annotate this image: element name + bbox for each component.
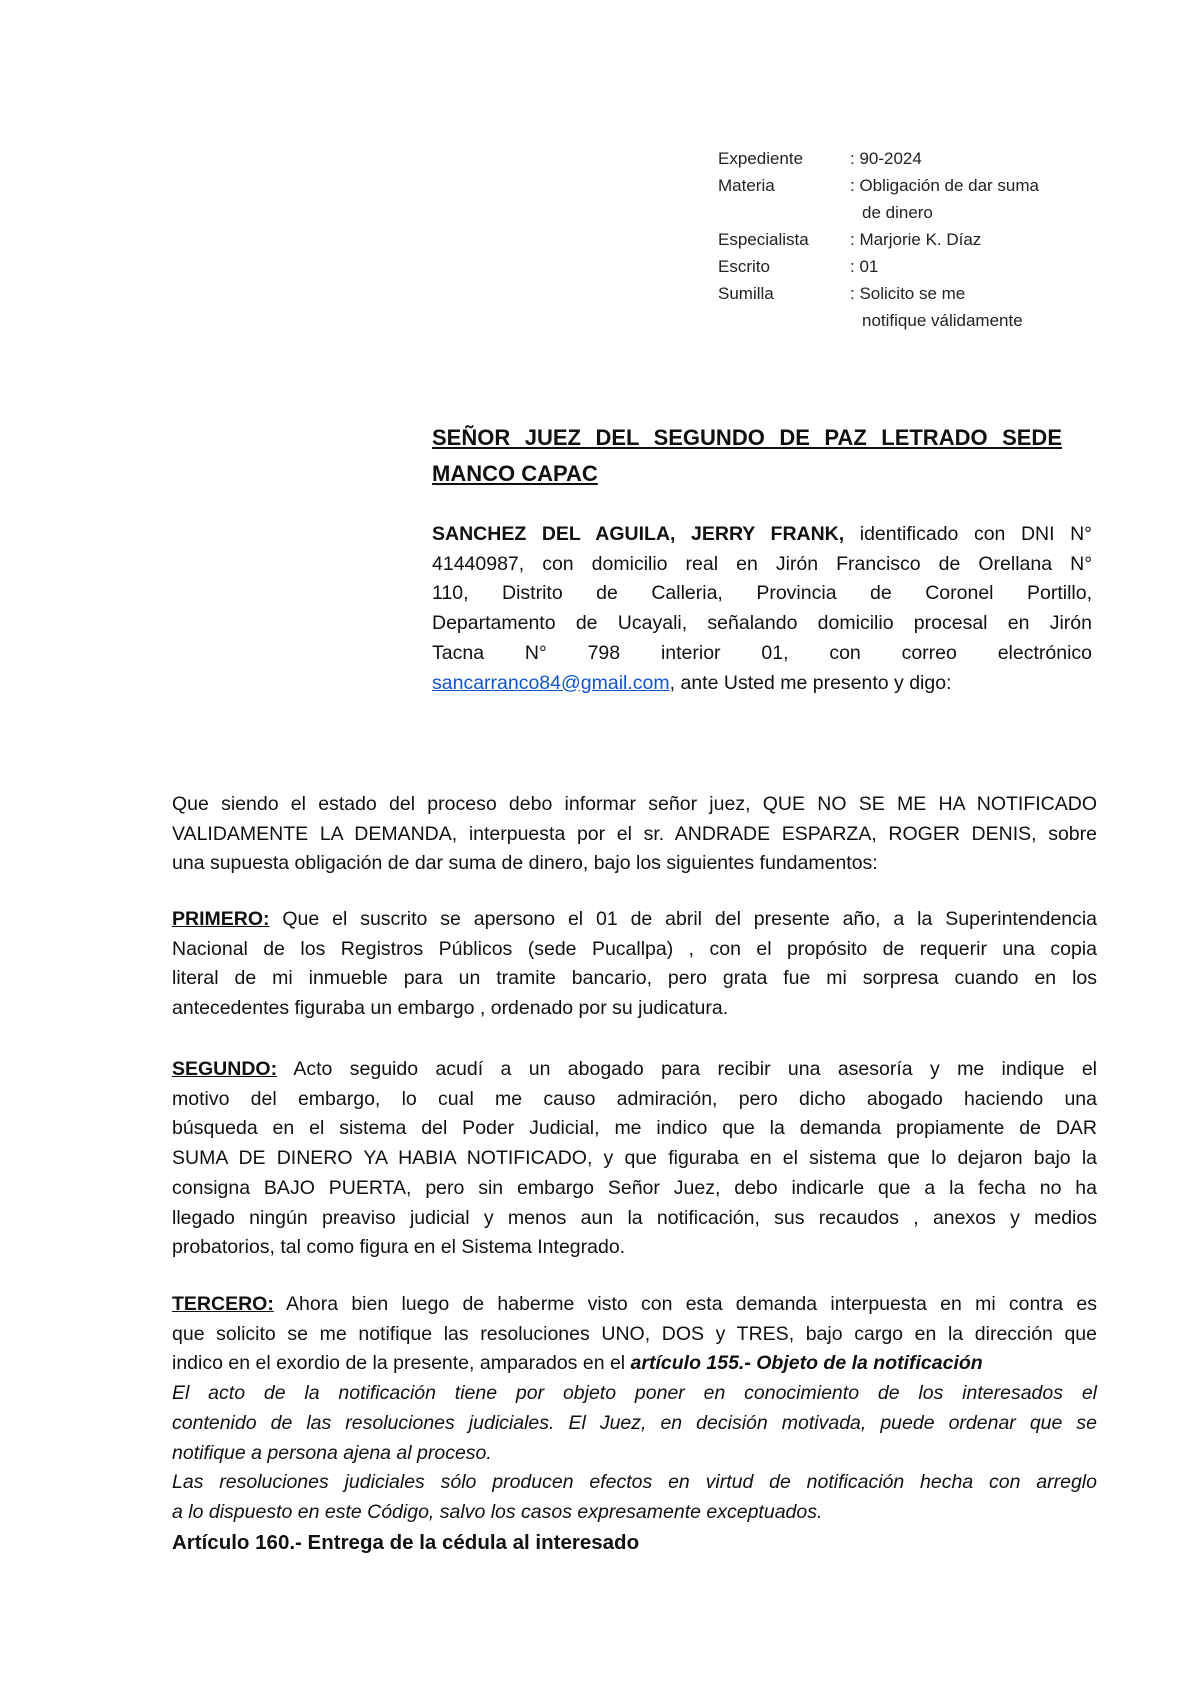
quote-line-3: notifique a persona ajena al proceso. <box>172 1441 492 1464</box>
tercero-line-1-text: Ahora bien luego de haberme visto con esta demanda interpuesta en mi contra es <box>273 1293 1097 1315</box>
header-row-expediente <box>718 145 1118 172</box>
value-sumilla-cont: notifique válidamente <box>862 311 1023 330</box>
value-expediente: : 90-2024 <box>850 149 922 168</box>
value-materia-cont: de dinero <box>862 203 933 222</box>
intro-line-3: 110, Distrito de Calleria, Provincia de Coronel Portillo, <box>432 582 1092 605</box>
tercero-line-3 <box>172 1349 1097 1379</box>
value-materia: : Obligación de dar suma <box>850 176 1039 195</box>
quote-line-5: a lo dispuesto en este Código, salvo los casos expresamente exceptuados. <box>172 1500 823 1523</box>
que-line-2: VALIDAMENTE LA DEMANDA, interpuesta por el sr. ANDRADE ESPARZA, ROGER DENIS, sobre <box>172 822 1097 845</box>
primero-heading: PRIMERO: <box>172 908 270 930</box>
segundo-line-1-text: Acto seguido acudí a un abogado para recibir una asesoría y me indique el <box>277 1058 1097 1080</box>
value-especialista: : Marjorie K. Díaz <box>850 230 982 249</box>
tercero-heading: TERCERO: <box>172 1293 274 1315</box>
quote-line-4: Las resoluciones judiciales sólo producen efectos en virtud de notificación hecha con arreglo <box>172 1471 1097 1494</box>
opening-paragraph <box>172 790 1097 879</box>
petitioner-name: SANCHEZ DEL AGUILA, JERRY FRANK, <box>432 523 845 545</box>
label-sumilla: Sumilla <box>718 284 774 303</box>
header-row-escrito <box>718 253 1118 280</box>
label-escrito: Escrito <box>718 257 770 276</box>
label-especialista: Especialista <box>718 230 809 249</box>
intro-line-6-text: , ante Usted me presento y digo: <box>669 671 952 694</box>
value-escrito: : 01 <box>850 257 879 276</box>
segundo-line-2: motivo del embargo, lo cual me causo admiración, pero dicho abogado haciendo una <box>172 1087 1097 1110</box>
segundo-line-1 <box>172 1055 1097 1085</box>
segundo-line-7: probatorios, tal como figura en el Sistema Integrado. <box>172 1236 626 1259</box>
label-expediente: Expediente <box>718 149 804 168</box>
header-row-sumilla <box>718 280 1118 307</box>
value-sumilla: : Solicito se me <box>850 284 966 303</box>
article-155-heading: artículo 155.- Objeto de la notificación <box>630 1352 983 1375</box>
intro-line-6 <box>432 669 1092 699</box>
primero-line-2: Nacional de los Registros Públicos (sede Pucallpa) , con el propósito de requerir una copia <box>172 937 1097 960</box>
que-line-3: una supuesta obligación de dar suma de dinero, bajo los siguientes fundamentos: <box>172 852 878 875</box>
tercero-line-1 <box>172 1290 1097 1320</box>
intro-line-2: 41440987, con domicilio real en Jirón Francisco de Orellana N° <box>432 552 1092 575</box>
email-link[interactable]: sancarranco84@gmail.com <box>432 671 670 694</box>
segundo-line-5: consigna BAJO PUERTA, pero sin embargo Señor Juez, debo indicarle que a la fecha no ha <box>172 1176 1097 1199</box>
tercero-line-3-text: indico en el exordio de la presente, amparados en el <box>172 1352 631 1375</box>
segundo-line-6: llegado ningún preaviso judicial y menos aun la notificación, sus recaudos , anexos y medios <box>172 1206 1097 1229</box>
segundo-heading: SEGUNDO: <box>172 1058 278 1080</box>
quote-line-2: contenido de las resoluciones judiciales. El Juez, en decisión motivada, puede ordenar que se <box>172 1411 1097 1434</box>
primero-paragraph <box>172 905 1097 1024</box>
intro-line-4: Departamento de Ucayali, señalando domicilio procesal en Jirón <box>432 612 1092 635</box>
intro-line-5: Tacna N° 798 interior 01, con correo electrónico <box>432 641 1092 664</box>
intro-line-1 <box>432 520 1092 550</box>
tercero-line-2: que solicito se me notifique las resoluciones UNO, DOS y TRES, bajo cargo en la dirección que <box>172 1322 1097 1345</box>
segundo-line-4: SUMA DE DINERO YA HABIA NOTIFICADO, y que figuraba en el sistema que lo dejaron bajo la <box>172 1147 1097 1170</box>
label-materia: Materia <box>718 176 775 195</box>
title-line-1: SEÑOR JUEZ DEL SEGUNDO DE PAZ LETRADO SEDE <box>432 425 1062 450</box>
case-header <box>718 145 1118 334</box>
primero-line-3: literal de mi inmueble para un tramite bancario, pero grata fue mi sorpresa cuando en los <box>172 967 1097 990</box>
article-160-heading: Artículo 160.- Entrega de la cédula al interesado <box>172 1530 640 1554</box>
tercero-paragraph <box>172 1290 1097 1557</box>
que-line-1: Que siendo el estado del proceso debo informar señor juez, QUE NO SE ME HA NOTIFICADO <box>172 793 1097 815</box>
intro-paragraph <box>432 520 1092 698</box>
primero-line-1 <box>172 905 1097 935</box>
primero-line-1-text: Que el suscrito se apersono el 01 de abril del presente año, a la Superintendencia <box>269 908 1097 930</box>
segundo-line-3: búsqueda en el sistema del Poder Judicial, me indico que la demanda propiamente de DAR <box>172 1117 1097 1140</box>
segundo-paragraph <box>172 1055 1097 1263</box>
header-row-materia <box>718 172 1118 199</box>
header-row-especialista <box>718 226 1118 253</box>
addressee-title <box>432 420 1062 492</box>
primero-line-4: antecedentes figuraba un embargo , ordenado por su judicatura. <box>172 997 729 1020</box>
quote-line-1: El acto de la notificación tiene por objeto poner en conocimiento de los interesados el <box>172 1382 1097 1405</box>
title-line-2: MANCO CAPAC <box>432 461 598 486</box>
intro-line-1-text: identificado con DNI N° <box>844 523 1092 545</box>
